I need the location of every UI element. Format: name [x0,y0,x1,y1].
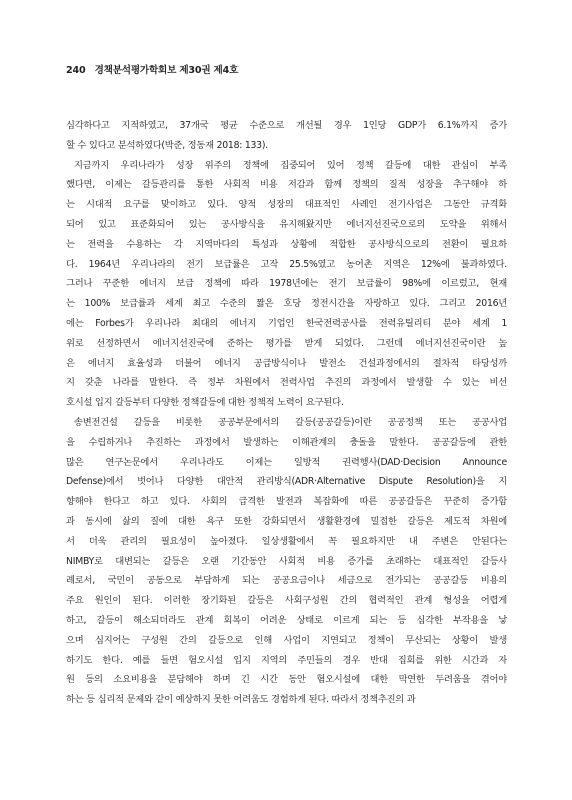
paragraph-line: 주요 원인이 된다. 이러한 장기화된 갈등은 사회구성원 간의 협력적인 관계 형성을 어렵게 [66,595,507,607]
paragraph-line: 그러나 꾸준한 에너지 보급 정책에 따라 1978년에는 전기 보급률이 98%에 이르렀고, 현재 [66,278,507,290]
paragraph-line: 호시설 입지 갈등부터 다양한 정책갈등에 대한 정책적 노력이 요구된다. [66,397,344,409]
paragraph-line: 는 전력을 수용하는 각 지역마다의 특성과 상황에 적합한 공사방식으로의 전환이 필요하 [66,238,507,250]
paragraph-line: 는 시대적 요구를 맞이하고 있다. 양적 성장의 대표적인 사례인 전기사업은 그동안 규격화 [66,199,507,211]
running-header [66,62,238,76]
paragraph-line: Defense)에서 벗어나 다양한 대안적 관리방식(ADR·Alternative Dispute Resolution)을 지 [66,476,507,488]
paragraph-line: NIMBY로 대변되는 갈등은 오랜 기간동안 사회적 비용 증가를 초래하는 대표적인 갈등사 [66,555,507,567]
paragraph-line: 는 100% 보급률과 세계 최고 수준의 짧은 호당 정전시간을 자랑하고 있다. 그리고 2016년 [66,298,507,310]
paragraph-line: 원 등의 소요비용을 분담해야 하며 긴 시간 동안 혐오시설에 대한 막연한 두려움을 겪어야 [66,674,507,686]
paragraph-line: 하기도 한다. 예를 들면 혐오시설 입지 지역의 주민들의 경우 반대 집회를 위한 시간과 자 [66,654,507,666]
paragraph-line: 송변전건설 갈등을 비롯한 공공부문에서의 갈등(공공갈등)이란 공공정책 또는 공공사업 [74,416,507,428]
paragraph-line: 지 갖춘 나라를 말한다. 즉 정부 차원에서 전력사업 추진의 과정에서 발생할 수 있는 비선 [66,377,507,389]
paragraph-line: 다. 1964년 우리나라의 전기 보급률은 고작 25.5%였고 농어촌 지역은 12%에 불과하였다. [66,258,507,270]
paragraph-line: 했다면, 이제는 갈등관리를 통한 사회적 비용 저감과 함께 정책의 질적 성장을 추구해야 하 [66,179,507,191]
body-text [66,116,507,710]
paragraph-line: 과 동시에 삶의 질에 대한 욕구 또한 강화되면서 생활환경에 밀접한 갈등은 제도적 차원에 [66,515,507,527]
paragraph-line: 많은 연구논문에서 우리나라도 이제는 일방적 권력행사(DAD·Decision Announce [66,456,507,468]
paragraph-line: 심각하다고 지적하였고, 37개국 평균 수준으로 개선될 경우 1인당 GDP가 6.1%까지 증가 [66,120,507,131]
journal-title: 경책분석평가학회보 제30권 제4호 [94,65,239,76]
paragraph-line: 은 에너지 효율성과 더불어 에너지 공급방식이나 발전소 건설과정에서의 절차적 타당성까 [66,357,507,369]
paragraph-line: 하는 등 심리적 문제와 같이 예상하지 못한 어려움도 경험하게 된다. 따라서 정책추진의 과 [66,694,416,706]
paragraph-line: 위로 선정하면서 에너지선진국에 준하는 평가를 받게 되었다. 그런데 에너지선진국이란 높 [66,337,507,349]
paragraph-line: 되어 있고 표준화되어 있는 공사방식을 유지해왔지만 에너지선진국으로의 도약을 위해서 [66,218,507,230]
paragraph-line: 을 수립하거나 추진하는 과정에서 발생하는 이해관계의 충돌을 말한다. 공공갈등에 관한 [66,436,507,448]
paragraph-line: 향해야 한다고 하고 있다. 사회의 급격한 발전과 복잡화에 따른 공공갈등은 꾸준히 증가함 [66,496,507,508]
paragraph-line: 례로서, 국민이 공동으로 부담하게 되는 공공요금이나 세금으로 전가되는 공공갈등 비용의 [66,575,507,587]
paragraph-line: 지금까지 우리나라가 성장 위주의 정책에 집중되어 있어 정책 갈등에 대한 관심이 부족 [74,159,507,171]
paragraph-line: 으며 심지어는 구성원 간의 갈등으로 인해 사업이 지연되고 정책이 무산되는 상황이 발생 [66,634,507,646]
paragraph-line: 하고, 갈등이 해소되더라도 관계 회복이 어려운 상태로 이르게 되는 등 심각한 부작용을 낳 [66,614,507,626]
page-number: 240 [66,65,86,76]
paragraph-line: 할 수 있다고 분석하였다(박준, 정동재 2018: 133). [66,139,268,151]
paragraph-line: 에는 Forbes가 우리나라 최대의 에너지 기업인 한국전력공사를 전력유틸리티 분야 세계 1 [66,317,507,329]
paragraph-line: 서 더욱 관리의 필요성이 높아졌다. 일상생활에서 꼭 필요하지만 내 주변은 안된다는 [66,535,507,547]
